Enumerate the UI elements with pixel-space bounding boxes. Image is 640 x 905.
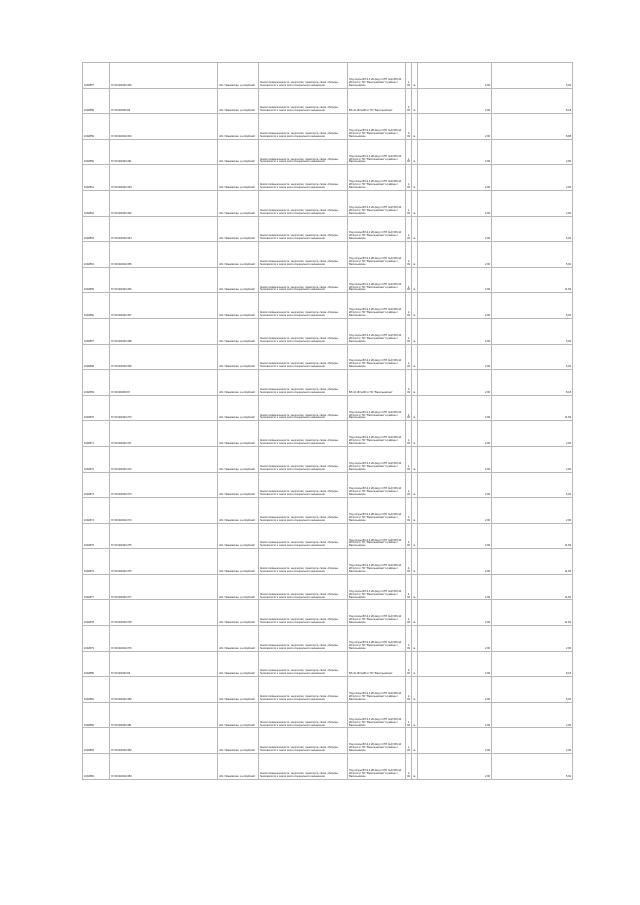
region-cell: обл. Ивановская, р-н Шуйский xyxy=(218,600,259,626)
cadastral-number: 37:30:000320:375 xyxy=(110,523,218,549)
area-value: 2,00 xyxy=(406,754,412,780)
table-row xyxy=(83,549,573,575)
region-cell: обл. Ивановская, р-н Шуйский xyxy=(218,651,259,677)
sum-value: 11,84 xyxy=(492,574,573,600)
row-id: 1002861 xyxy=(83,165,110,191)
region-cell: обл. Ивановская, р-н Шуйский xyxy=(218,574,259,600)
row-id: 1002873 xyxy=(83,472,110,498)
cadastral-number: 37:30:000320:373 xyxy=(110,472,218,498)
region-cell: обл. Ивановская, р-н Шуйский xyxy=(218,293,259,319)
location-description: Под опоры ВЛ-0,4 кВ фид.1 КТП №43 ВЛ-10 кВ №11 от ПС "Васильевская" в районе с. Васильевское xyxy=(348,728,406,754)
location-description: ВЛ-10 кВ №08 от ПС "Васильевская" xyxy=(348,370,406,396)
row-id: 1002867 xyxy=(83,318,110,344)
region-cell: обл. Ивановская, р-н Шуйский xyxy=(218,190,259,216)
location-description: Под опоры ВЛ-0,4 кВ фид.1 КТП №43 ВЛ-10 кВ №11 от ПС "Васильевская" в районе с. Васильевское xyxy=(348,523,406,549)
rate-value: 2,96 xyxy=(418,370,492,396)
area-unit: га xyxy=(412,728,418,754)
area-unit: га xyxy=(412,446,418,472)
cadastral-number: 37:30:000320:382 xyxy=(110,728,218,754)
table-row xyxy=(83,242,573,268)
land-category: Земли промышленности, энергетики, транспорта, связи, обороны, безопасности и земли иного специального назначения xyxy=(259,523,348,549)
cadastral-number: 37:30:000320:367 xyxy=(110,293,218,319)
area-value: 2,00 xyxy=(406,293,412,319)
row-id: 1002883 xyxy=(83,728,110,754)
location-description: Под опоры ВЛ-0,4 кВ фид.1 КТП №43 ВЛ-10 кВ №11 от ПС "Васильевская" в районе с. Васильевское xyxy=(348,702,406,728)
sum-value: 11,84 xyxy=(492,549,573,575)
area-unit: га xyxy=(412,139,418,165)
region-cell: обл. Ивановская, р-н Шуйский xyxy=(218,63,259,89)
table-row xyxy=(83,267,573,293)
table-row xyxy=(83,139,573,165)
sum-value: 11,84 xyxy=(492,523,573,549)
land-category: Земли промышленности, энергетики, транспорта, связи, обороны, безопасности и земли иного специального назначения xyxy=(259,190,348,216)
area-unit: га xyxy=(412,114,418,140)
row-id: 1002858 xyxy=(83,88,110,114)
area-value: 2,00 xyxy=(406,344,412,370)
land-category: Земли промышленности, энергетики, транспорта, связи, обороны, безопасности и земли иного специального назначения xyxy=(259,88,348,114)
area-value: 1,00 xyxy=(406,421,412,447)
land-category: Земли промышленности, энергетики, транспорта, связи, обороны, безопасности и земли иного специального назначения xyxy=(259,574,348,600)
land-category: Земли промышленности, энергетики, транспорта, связи, обороны, безопасности и земли иного специального назначения xyxy=(259,498,348,524)
land-category: Земли промышленности, энергетики, транспорта, связи, обороны, безопасности и земли иного специального назначения xyxy=(259,472,348,498)
cadastral-number: 37:30:000320:364 xyxy=(110,216,218,242)
table-row xyxy=(83,702,573,728)
sum-value: 5,92 xyxy=(492,677,573,703)
location-description: Под опоры ВЛ-0,4 кВ фид.1 КТП №43 ВЛ-10 кВ №11 от ПС "Васильевская" в районе с. Васильевское xyxy=(348,549,406,575)
cadastral-number: 37:30:000320:377 xyxy=(110,574,218,600)
area-value: 3,00 xyxy=(406,114,412,140)
rate-value: 2,96 xyxy=(418,574,492,600)
area-unit: га xyxy=(412,63,418,89)
location-description: Под опоры ВЛ-0,4 кВ фид.1 КТП №43 ВЛ-10 кВ №11 от ПС "Васильевская" в районе с. Васильевское xyxy=(348,114,406,140)
area-unit: га xyxy=(412,370,418,396)
land-category: Земли промышленности, энергетики, транспорта, связи, обороны, безопасности и земли иного специального назначения xyxy=(259,728,348,754)
cadastral-number: 37:30:000320:380 xyxy=(110,677,218,703)
sum-value: 5,92 xyxy=(492,63,573,89)
land-category: Земли промышленности, энергетики, транспорта, связи, обороны, безопасности и земли иного специального назначения xyxy=(259,702,348,728)
region-cell: обл. Ивановская, р-н Шуйский xyxy=(218,421,259,447)
region-cell: обл. Ивановская, р-н Шуйский xyxy=(218,139,259,165)
table-row xyxy=(83,114,573,140)
land-category: Земли промышленности, энергетики, транспорта, связи, обороны, безопасности и земли иного специального назначения xyxy=(259,651,348,677)
area-unit: га xyxy=(412,293,418,319)
land-category: Земли промышленности, энергетики, транспорта, связи, обороны, безопасности и земли иного специального назначения xyxy=(259,421,348,447)
land-category: Земли промышленности, энергетики, транспорта, связи, обороны, безопасности и земли иного специального назначения xyxy=(259,677,348,703)
rate-value: 2,96 xyxy=(418,754,492,780)
sum-value: 5,92 xyxy=(492,242,573,268)
cadastral-number: 37:30:000320:361 xyxy=(110,139,218,165)
row-id: 1002879 xyxy=(83,626,110,652)
sum-value: 8,18 xyxy=(492,651,573,677)
rate-value: 2,96 xyxy=(418,626,492,652)
area-unit: га xyxy=(412,651,418,677)
table-row xyxy=(83,344,573,370)
land-category: Земли промышленности, энергетики, транспорта, связи, обороны, безопасности и земли иного специального назначения xyxy=(259,242,348,268)
land-category: Земли промышленности, энергетики, транспорта, связи, обороны, безопасности и земли иного специального назначения xyxy=(259,549,348,575)
row-id: 1002884 xyxy=(83,754,110,780)
location-description: Под опоры ВЛ-0,4 кВ фид.1 КТП №43 ВЛ-10 кВ №11 от ПС "Васильевская" в районе с. Васильевское xyxy=(348,421,406,447)
area-value: 1,00 xyxy=(406,446,412,472)
land-category: Земли промышленности, энергетики, транспорта, связи, обороны, безопасности и земли иного специального назначения xyxy=(259,63,348,89)
area-unit: га xyxy=(412,395,418,421)
area-value: 1,00 xyxy=(406,498,412,524)
land-category: Земли промышленности, энергетики, транспорта, связи, обороны, безопасности и земли иного специального назначения xyxy=(259,267,348,293)
row-id: 1002868 xyxy=(83,344,110,370)
area-value: 1,00 xyxy=(406,728,412,754)
area-unit: га xyxy=(412,190,418,216)
location-description: ВЛ-10 кВ №08 от ПС "Васильевская" xyxy=(348,651,406,677)
sum-value: 8,18 xyxy=(492,370,573,396)
table-row xyxy=(83,472,573,498)
area-unit: га xyxy=(412,421,418,447)
area-unit: га xyxy=(412,216,418,242)
location-description: Под опоры ВЛ-0,4 кВ фид.1 КТП №43 ВЛ-10 кВ №11 от ПС "Васильевская" в районе с. Васильевское xyxy=(348,139,406,165)
table-row xyxy=(83,88,573,114)
row-id: 1002869 xyxy=(83,370,110,396)
rate-value: 2,96 xyxy=(418,523,492,549)
table-row xyxy=(83,293,573,319)
rate-value: 2,96 xyxy=(418,165,492,191)
sum-value: 11,84 xyxy=(492,395,573,421)
area-unit: га xyxy=(412,318,418,344)
table-row xyxy=(83,651,573,677)
region-cell: обл. Ивановская, р-н Шуйский xyxy=(218,498,259,524)
rate-value: 2,96 xyxy=(418,421,492,447)
rate-value: 2,96 xyxy=(418,267,492,293)
location-description: Под опоры ВЛ-0,4 кВ фид.1 КТП №43 ВЛ-10 кВ №11 от ПС "Васильевская" в районе с. Васильевское xyxy=(348,574,406,600)
area-value: 4,00 xyxy=(406,523,412,549)
location-description: Под опоры ВЛ-0,4 кВ фид.1 КТП №43 ВЛ-10 кВ №11 от ПС "Васильевская" в районе с. Васильевское xyxy=(348,395,406,421)
row-id: 1002874 xyxy=(83,498,110,524)
area-value: 3,00 xyxy=(406,370,412,396)
sum-value: 8,88 xyxy=(492,114,573,140)
location-description: Под опоры ВЛ-0,4 кВ фид.1 КТП №43 ВЛ-10 кВ №11 от ПС "Васильевская" в районе с. Васильевское xyxy=(348,165,406,191)
land-category: Земли промышленности, энергетики, транспорта, связи, обороны, безопасности и земли иного специального назначения xyxy=(259,165,348,191)
row-id: 1002864 xyxy=(83,242,110,268)
table-row xyxy=(83,677,573,703)
area-unit: га xyxy=(412,702,418,728)
land-category: Земли промышленности, энергетики, транспорта, связи, обороны, безопасности и земли иного специального назначения xyxy=(259,446,348,472)
location-description: Под опоры ВЛ-0,4 кВ фид.1 КТП №43 ВЛ-10 кВ №11 от ПС "Васильевская" в районе с. Васильевское xyxy=(348,293,406,319)
location-description: Под опоры ВЛ-0,4 кВ фид.1 КТП №43 ВЛ-10 кВ №11 от ПС "Васильевская" в районе с. Васильевское xyxy=(348,754,406,780)
land-category: Земли промышленности, энергетики, транспорта, связи, обороны, безопасности и земли иного специального назначения xyxy=(259,370,348,396)
cadastral-number: 37:30:000320:378 xyxy=(110,600,218,626)
rate-value: 2,96 xyxy=(418,293,492,319)
land-category: Земли промышленности, энергетики, транспорта, связи, обороны, безопасности и земли иного специального назначения xyxy=(259,626,348,652)
area-unit: га xyxy=(412,267,418,293)
rate-value: 2,96 xyxy=(418,549,492,575)
cadastral-number: 37:30:000320:371 xyxy=(110,421,218,447)
land-plots-table xyxy=(82,62,573,780)
table-row xyxy=(83,446,573,472)
sum-value: 5,92 xyxy=(492,344,573,370)
area-unit: га xyxy=(412,523,418,549)
area-value: 2,00 xyxy=(406,216,412,242)
location-description: Под опоры ВЛ-0,4 кВ фид.1 КТП №43 ВЛ-10 кВ №11 от ПС "Васильевская" в районе с. Васильевское xyxy=(348,677,406,703)
cadastral-number: 37:30:000320:362 xyxy=(110,190,218,216)
area-unit: га xyxy=(412,600,418,626)
table-row xyxy=(83,216,573,242)
region-cell: обл. Ивановская, р-н Шуйский xyxy=(218,267,259,293)
area-value: 3,00 xyxy=(406,88,412,114)
sum-value: 2,96 xyxy=(492,139,573,165)
table-row xyxy=(83,600,573,626)
cadastral-number: 37:30:000320:374 xyxy=(110,498,218,524)
sum-value: 5,92 xyxy=(492,293,573,319)
region-cell: обл. Ивановская, р-н Шуйский xyxy=(218,370,259,396)
area-value: 2,00 xyxy=(406,472,412,498)
area-unit: га xyxy=(412,677,418,703)
row-id: 1002859 xyxy=(83,114,110,140)
row-id: 1002877 xyxy=(83,574,110,600)
sum-value: 5,92 xyxy=(492,754,573,780)
rate-value: 2,96 xyxy=(418,63,492,89)
row-id: 1002860 xyxy=(83,139,110,165)
row-id: 1002871 xyxy=(83,421,110,447)
row-id: 1002881 xyxy=(83,677,110,703)
rate-value: 2,96 xyxy=(418,702,492,728)
sum-value: 2,96 xyxy=(492,728,573,754)
rate-value: 2,96 xyxy=(418,88,492,114)
rate-value: 2,96 xyxy=(418,446,492,472)
region-cell: обл. Ивановская, р-н Шуйский xyxy=(218,395,259,421)
sum-value: 2,96 xyxy=(492,165,573,191)
land-category: Земли промышленности, энергетики, транспорта, связи, обороны, безопасности и земли иного специального назначения xyxy=(259,318,348,344)
cadastral-number: 37:30:000320:96 xyxy=(110,651,218,677)
region-cell: обл. Ивановская, р-н Шуйский xyxy=(218,754,259,780)
land-category: Земли промышленности, энергетики, транспорта, связи, обороны, безопасности и земли иного специального назначения xyxy=(259,600,348,626)
location-description: Под опоры ВЛ-0,4 кВ фид.1 КТП №43 ВЛ-10 кВ №11 от ПС "Васильевская" в районе с. Васильевское xyxy=(348,472,406,498)
region-cell: обл. Ивановская, р-н Шуйский xyxy=(218,114,259,140)
area-unit: га xyxy=(412,88,418,114)
area-unit: га xyxy=(412,549,418,575)
location-description: Под опоры ВЛ-0,4 кВ фид.1 КТП №43 ВЛ-10 кВ №11 от ПС "Васильевская" в районе с. Васильевское xyxy=(348,318,406,344)
land-category: Земли промышленности, энергетики, транспорта, связи, обороны, безопасности и земли иного специального назначения xyxy=(259,395,348,421)
area-unit: га xyxy=(412,754,418,780)
region-cell: обл. Ивановская, р-н Шуйский xyxy=(218,702,259,728)
area-value: 1,00 xyxy=(406,626,412,652)
location-description: Под опоры ВЛ-0,4 кВ фид.1 КТП №43 ВЛ-10 кВ №11 от ПС "Васильевская" в районе с. Васильевское xyxy=(348,242,406,268)
area-value: 3,00 xyxy=(406,651,412,677)
row-id: 1002863 xyxy=(83,216,110,242)
region-cell: обл. Ивановская, р-н Шуйский xyxy=(218,242,259,268)
location-description: Под опоры ВЛ-0,4 кВ фид.1 КТП №43 ВЛ-10 кВ №11 от ПС "Васильевская" в районе с. Васильевское xyxy=(348,498,406,524)
row-id: 1002880 xyxy=(83,651,110,677)
area-value: 1,00 xyxy=(406,165,412,191)
area-value: 1,00 xyxy=(406,139,412,165)
rate-value: 2,96 xyxy=(418,728,492,754)
region-cell: обл. Ивановская, р-н Шуйский xyxy=(218,728,259,754)
area-value: 4,00 xyxy=(406,600,412,626)
row-id: 1002870 xyxy=(83,395,110,421)
cadastral-number: 37:30:000320:368 xyxy=(110,318,218,344)
area-value: 1,00 xyxy=(406,63,412,89)
area-value: 4,00 xyxy=(406,549,412,575)
area-unit: га xyxy=(412,472,418,498)
location-description: Под опоры ВЛ-0,4 кВ фид.1 КТП №43 ВЛ-10 кВ №11 от ПС "Васильевская" в районе с. Васильевское xyxy=(348,344,406,370)
location-description: ВЛ-10 кВ №08 от ПС "Васильевская" xyxy=(348,88,406,114)
region-cell: обл. Ивановская, р-н Шуйский xyxy=(218,549,259,575)
row-id: 1002857 xyxy=(83,63,110,89)
cadastral-number: 37:30:000320:372 xyxy=(110,446,218,472)
region-cell: обл. Ивановская, р-н Шуйский xyxy=(218,216,259,242)
rate-value: 2,96 xyxy=(418,190,492,216)
area-unit: га xyxy=(412,574,418,600)
region-cell: обл. Ивановская, р-н Шуйский xyxy=(218,344,259,370)
row-id: 1002875 xyxy=(83,523,110,549)
rate-value: 2,96 xyxy=(418,344,492,370)
sum-value: 2,96 xyxy=(492,190,573,216)
table-row xyxy=(83,754,573,780)
row-id: 1002872 xyxy=(83,446,110,472)
cadastral-number: 37:30:000320:306 xyxy=(110,63,218,89)
sum-value: 2,96 xyxy=(492,421,573,447)
sum-value: 5,92 xyxy=(492,216,573,242)
region-cell: обл. Ивановская, р-н Шуйский xyxy=(218,165,259,191)
land-category: Земли промышленности, энергетики, транспорта, связи, обороны, безопасности и земли иного специального назначения xyxy=(259,754,348,780)
table-row xyxy=(83,523,573,549)
region-cell: обл. Ивановская, р-н Шуйский xyxy=(218,523,259,549)
area-value: 4,00 xyxy=(406,395,412,421)
location-description: Под опоры ВЛ-0,4 кВ фид.1 КТП №43 ВЛ-10 кВ №11 от ПС "Васильевская" в районе с. Васильевское xyxy=(348,600,406,626)
land-category: Земли промышленности, энергетики, транспорта, связи, обороны, безопасности и земли иного специального назначения xyxy=(259,114,348,140)
table-row xyxy=(83,574,573,600)
cadastral-number: 37:30:000320:366 xyxy=(110,267,218,293)
table-row xyxy=(83,421,573,447)
rate-value: 2,96 xyxy=(418,114,492,140)
area-unit: га xyxy=(412,242,418,268)
area-unit: га xyxy=(412,165,418,191)
row-id: 1002882 xyxy=(83,702,110,728)
table-row xyxy=(83,63,573,89)
location-description: Под опоры ВЛ-0,4 кВ фид.1 КТП №43 ВЛ-10 кВ №11 от ПС "Васильевская" в районе с. Васильевское xyxy=(348,216,406,242)
land-category: Земли промышленности, энергетики, транспорта, связи, обороны, безопасности и земли иного специального назначения xyxy=(259,344,348,370)
area-value: 2,00 xyxy=(406,677,412,703)
cadastral-number: 37:30:000320:369 xyxy=(110,344,218,370)
cadastral-number: 37:30:000320:379 xyxy=(110,626,218,652)
land-category: Земли промышленности, энергетики, транспорта, связи, обороны, безопасности и земли иного специального назначения xyxy=(259,293,348,319)
area-unit: га xyxy=(412,498,418,524)
region-cell: обл. Ивановская, р-н Шуйский xyxy=(218,626,259,652)
row-id: 1002862 xyxy=(83,190,110,216)
area-value: 4,00 xyxy=(406,267,412,293)
rate-value: 2,96 xyxy=(418,395,492,421)
sum-value: 5,92 xyxy=(492,472,573,498)
sum-value: 5,92 xyxy=(492,318,573,344)
rate-value: 2,96 xyxy=(418,677,492,703)
rate-value: 2,96 xyxy=(418,139,492,165)
table-body xyxy=(83,63,573,780)
table-row xyxy=(83,626,573,652)
rate-value: 2,96 xyxy=(418,242,492,268)
table-row xyxy=(83,318,573,344)
location-description: Под опоры ВЛ-0,4 кВ фид.1 КТП №43 ВЛ-10 кВ №11 от ПС "Васильевская" в районе с. Васильевское xyxy=(348,446,406,472)
sum-value: 2,96 xyxy=(492,498,573,524)
row-id: 1002878 xyxy=(83,600,110,626)
sum-value: 2,96 xyxy=(492,702,573,728)
table-row xyxy=(83,498,573,524)
location-description: Под опоры ВЛ-0,4 кВ фид.1 КТП №43 ВЛ-10 кВ №11 от ПС "Васильевская" в районе с. Васильевское xyxy=(348,626,406,652)
rate-value: 2,96 xyxy=(418,651,492,677)
sum-value: 11,84 xyxy=(492,600,573,626)
row-id: 1002866 xyxy=(83,293,110,319)
area-value: 2,00 xyxy=(406,318,412,344)
region-cell: обл. Ивановская, р-н Шуйский xyxy=(218,446,259,472)
region-cell: обл. Ивановская, р-н Шуйский xyxy=(218,318,259,344)
area-unit: га xyxy=(412,626,418,652)
cadastral-number: 37:30:000320:95 xyxy=(110,88,218,114)
cadastral-number: 37:30:000320:381 xyxy=(110,702,218,728)
rate-value: 2,96 xyxy=(418,472,492,498)
row-id: 1002865 xyxy=(83,267,110,293)
area-value: 2,00 xyxy=(406,242,412,268)
sum-value: 2,96 xyxy=(492,626,573,652)
location-description: Под опоры ВЛ-0,4 кВ фид.1 КТП №43 ВЛ-10 кВ №11 от ПС "Васильевская" в районе с. Васильевское xyxy=(348,267,406,293)
cadastral-number: 37:30:000320:376 xyxy=(110,549,218,575)
location-description: Под опоры ВЛ-0,4 кВ фид.1 КТП №44 ВЛ-10 кВ №11 от ПС "Васильевская" в районе с. Васильевское xyxy=(348,63,406,89)
cadastral-number: 37:30:000320:383 xyxy=(110,754,218,780)
land-category: Земли промышленности, энергетики, транспорта, связи, обороны, безопасности и земли иного специального назначения xyxy=(259,139,348,165)
row-id: 1002876 xyxy=(83,549,110,575)
cadastral-number: 37:30:000320:370 xyxy=(110,395,218,421)
sum-value: 2,96 xyxy=(492,446,573,472)
rate-value: 2,96 xyxy=(418,498,492,524)
region-cell: обл. Ивановская, р-н Шуйский xyxy=(218,472,259,498)
cadastral-number: 37:30:000320:97 xyxy=(110,370,218,396)
sum-value: 11,84 xyxy=(492,267,573,293)
sum-value: 8,18 xyxy=(492,88,573,114)
table-row xyxy=(83,165,573,191)
region-cell: обл. Ивановская, р-н Шуйский xyxy=(218,88,259,114)
land-category: Земли промышленности, энергетики, транспорта, связи, обороны, безопасности и земли иного специального назначения xyxy=(259,216,348,242)
rate-value: 2,96 xyxy=(418,216,492,242)
cadastral-number: 37:30:000320:363 xyxy=(110,165,218,191)
cadastral-number: 37:30:000320:365 xyxy=(110,242,218,268)
cadastral-number: 37:30:000320:364 xyxy=(110,114,218,140)
rate-value: 2,96 xyxy=(418,318,492,344)
table-row xyxy=(83,370,573,396)
table-row xyxy=(83,395,573,421)
table-row xyxy=(83,728,573,754)
area-value: 4,00 xyxy=(406,574,412,600)
location-description: Под опоры ВЛ-0,4 кВ фид.1 КТП №43 ВЛ-10 кВ №11 от ПС "Васильевская" в районе с. Васильевское xyxy=(348,190,406,216)
area-unit: га xyxy=(412,344,418,370)
area-value: 1,00 xyxy=(406,190,412,216)
area-value: 1,00 xyxy=(406,702,412,728)
rate-value: 2,96 xyxy=(418,600,492,626)
region-cell: обл. Ивановская, р-н Шуйский xyxy=(218,677,259,703)
table-row xyxy=(83,190,573,216)
